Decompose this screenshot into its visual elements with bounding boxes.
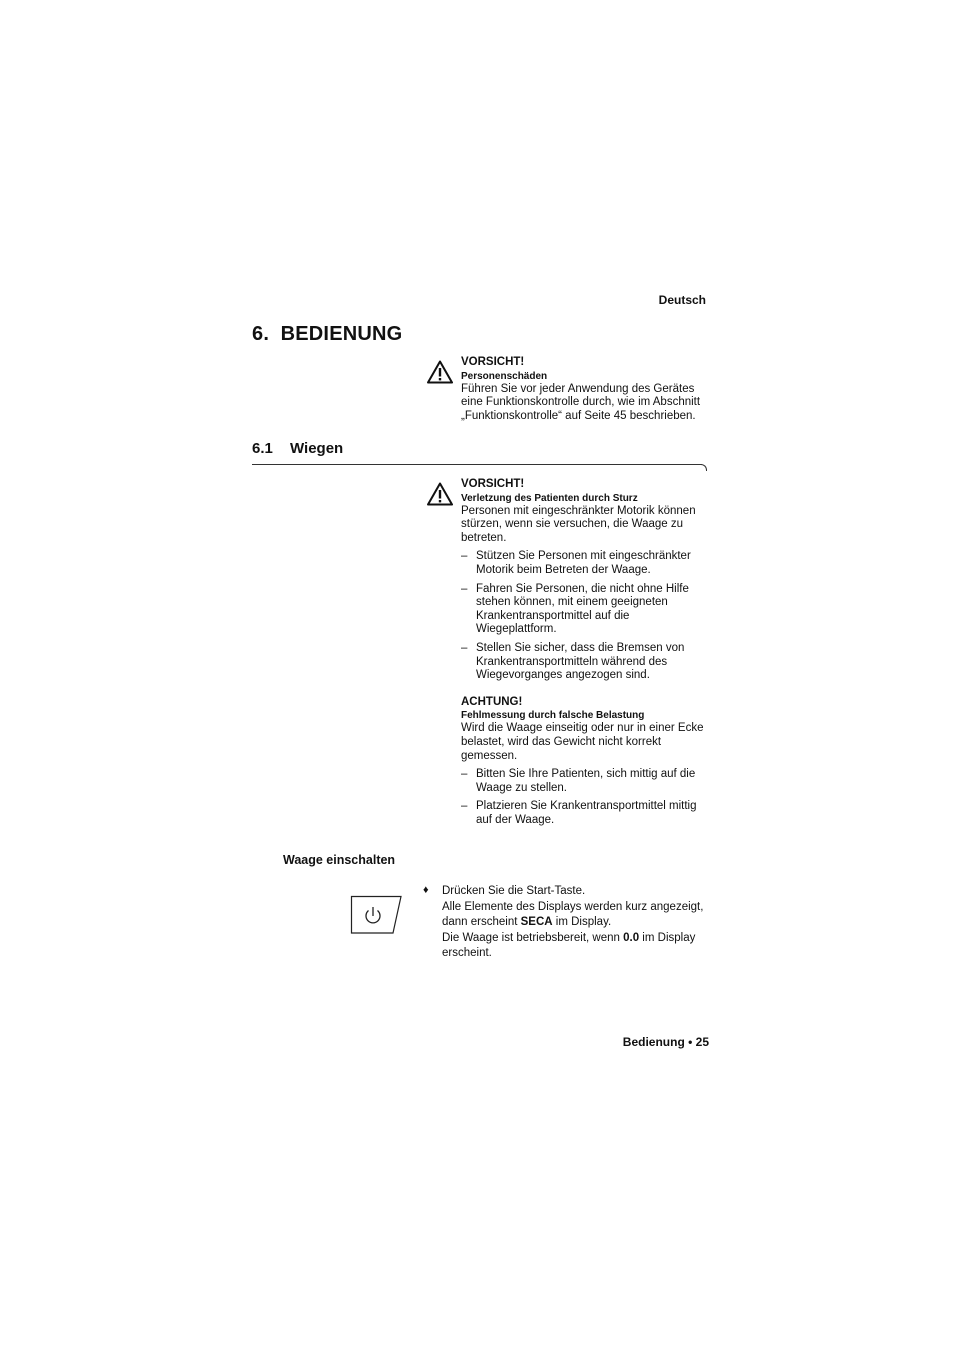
step-result-1: Alle Elemente des Displays werden kurz angezeigt, dann erscheint SECA im Display.: [442, 900, 704, 928]
subsection-title: Wiegen: [290, 440, 344, 457]
warning-text: Führen Sie vor jeder Anwendung des Gerätes eine Funktionskontrolle durch, wie im Abschnitt „Funktionskontrolle“ auf Seite 45 beschrieben.: [461, 382, 701, 422]
warning-label: VORSICHT!: [461, 478, 525, 490]
language-label: Deutsch: [658, 293, 706, 307]
list-item: – Stellen Sie sicher, dass die Bremsen von Krankentransportmitteln während des Wiegevorganges angezogen sind.: [461, 642, 711, 683]
heading-rule: [252, 464, 702, 465]
warning-subtitle: Verletzung des Patienten durch Sturz: [461, 492, 638, 504]
step-instruction: Drücken Sie die Start-Taste.: [442, 885, 586, 897]
attention-label: ACHTUNG!: [461, 695, 523, 708]
step-result-2: Die Waage ist betriebsbereit, wenn 0.0 im Display erscheint.: [442, 931, 696, 959]
step-bullet-icon: ♦: [423, 884, 429, 896]
warning-triangle-icon: [427, 360, 453, 384]
power-icon: [366, 907, 380, 923]
warning-block-1: [461, 356, 711, 423]
list-item: – Bitten Sie Ihre Patienten, sich mittig auf die Waage zu stellen.: [461, 768, 711, 795]
attention-subtitle: Fehlmessung durch falsche Belastung: [461, 710, 645, 722]
warning-label: VORSICHT!: [461, 356, 525, 368]
list-item: – Fahren Sie Personen, die nicht ohne Hilfe stehen können, mit einem geeigneten Krankentransportmittel auf die Wiegeplattform.: [461, 583, 711, 637]
attention-text: Wird die Waage einseitig oder nur in einer Ecke belastet, wird das Gewicht nicht korrekt gemessen.: [461, 722, 704, 762]
list-item: – Stützen Sie Personen mit eingeschränkter Motorik beim Betreten der Waage.: [461, 550, 711, 577]
heading-rule-hook: [701, 464, 707, 471]
page-footer: Bedienung • 25: [622, 1035, 709, 1049]
list-item: – Platzieren Sie Krankentransportmittel mittig auf der Waage.: [461, 800, 711, 827]
procedure-step: [442, 884, 717, 962]
warning-triangle-icon: [427, 482, 453, 506]
section-number: 6.: [252, 323, 270, 345]
warning-block-2: [461, 478, 711, 827]
subsection-heading: [252, 440, 343, 457]
start-key-button[interactable]: [350, 895, 404, 935]
warning-subtitle: Personenschäden: [461, 370, 548, 382]
subsection-number: 6.1: [252, 440, 273, 457]
section-heading: [252, 323, 402, 346]
warning-text: Personen mit eingeschränkter Motorik können stürzen, wenn sie versuchen, die Waage zu betreten.: [461, 504, 696, 544]
procedure-title: Waage einschalten: [283, 853, 396, 867]
section-title: BEDIENUNG: [280, 323, 403, 345]
